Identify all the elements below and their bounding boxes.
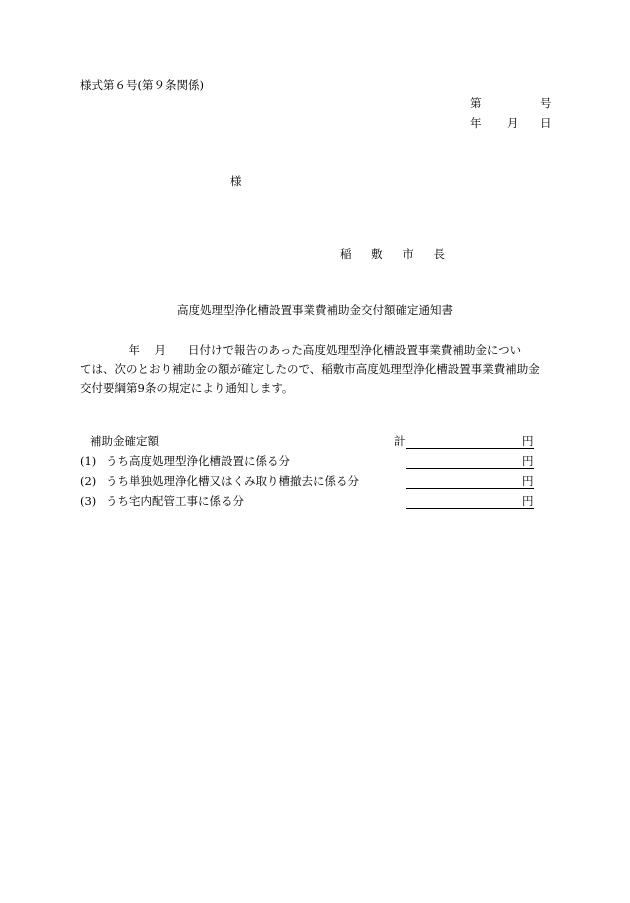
body-line-1 <box>80 341 550 360</box>
amount-row-label <box>80 454 290 469</box>
body-year-label: 年 <box>128 343 140 357</box>
amount-row <box>80 494 540 514</box>
amount-total-row <box>80 434 540 454</box>
body-day-text: 日付けで報告のあった高度処理型浄化槽設置事業費補助金につい <box>188 343 522 357</box>
amount-row <box>80 474 540 494</box>
document-number-label: 第 <box>470 96 482 110</box>
amount-row-text: うち高度処理型浄化槽設置に係る分 <box>106 454 290 468</box>
form-number: 様式第６号(第９条関係) <box>80 78 204 92</box>
date-year-label: 年 <box>470 116 482 130</box>
amount-row-number: (1) <box>80 454 97 468</box>
amount-row-label <box>80 494 244 509</box>
amount-row-blank <box>406 474 534 489</box>
amount-total-blank <box>406 434 534 449</box>
yen-unit: 円 <box>522 454 534 468</box>
amount-row-number: (3) <box>80 494 97 508</box>
date-month-label: 月 <box>507 116 519 130</box>
amount-row-blank <box>406 494 534 509</box>
body-month-label: 月 <box>154 343 166 357</box>
amount-list <box>80 434 540 514</box>
amount-total-label: 補助金確定額 <box>90 434 159 448</box>
yen-unit: 円 <box>522 434 534 448</box>
amount-row-number: (2) <box>80 474 97 488</box>
body-line-2: ては、次のとおり補助金の額が確定したので、稲敷市高度処理型浄化槽設置事業費補助金 <box>80 362 540 376</box>
body-text <box>80 341 550 398</box>
amount-row-text: うち単独処理浄化槽又はくみ取り槽撤去に係る分 <box>106 474 359 488</box>
sender-name: 稲 敷 市 長 <box>340 247 453 261</box>
document-number-suffix: 号 <box>540 96 552 110</box>
amount-row <box>80 454 540 474</box>
yen-unit: 円 <box>522 494 534 508</box>
amount-row-blank <box>406 454 534 469</box>
yen-unit: 円 <box>522 474 534 488</box>
amount-row-label <box>80 474 359 489</box>
body-line-3: 交付要綱第9条の規定により通知します。 <box>80 381 294 395</box>
recipient-honorific: 様 <box>230 174 242 188</box>
date-day-label: 日 <box>540 116 552 130</box>
document-title: 高度処理型浄化槽設置事業費補助金交付額確定通知書 <box>177 303 453 317</box>
amount-total-prefix: 計 <box>394 434 406 448</box>
amount-row-text: うち宅内配管工事に係る分 <box>106 494 244 508</box>
